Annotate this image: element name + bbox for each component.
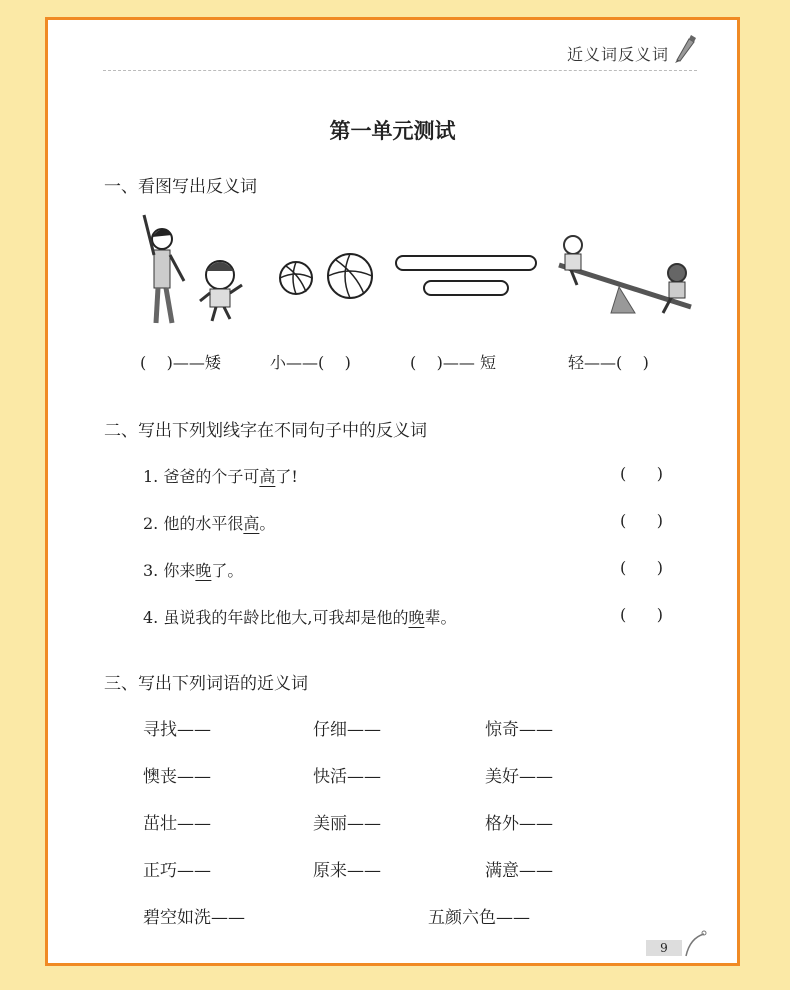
- seesaw-picture: [553, 235, 698, 320]
- page-number: 9: [646, 940, 682, 956]
- synonym-item: 仔细——: [313, 720, 381, 740]
- synonym-item: 五颜六色——: [428, 908, 530, 928]
- synonym-item: 懊丧——: [143, 767, 211, 787]
- synonym-item: 碧空如洗——: [143, 908, 245, 928]
- synonym-item: 原来——: [313, 861, 381, 881]
- answer-blank-3: ( ): [620, 558, 664, 577]
- synonym-item: 美丽——: [313, 814, 381, 834]
- page-header: [103, 32, 697, 71]
- long-and-short-bar-picture: [393, 253, 543, 303]
- header-title: 近义词反义词: [566, 45, 669, 64]
- worksheet-page: [45, 17, 740, 966]
- section-2-heading: 二、写出下列划线字在不同句子中的反义词: [104, 421, 427, 441]
- sentence-item-3: 3. 你来晚了。: [143, 561, 244, 580]
- section-1-blanks: [48, 350, 738, 374]
- swirl-icon: [682, 928, 708, 958]
- tall-man-short-boy-picture: [138, 205, 258, 325]
- small-and-big-ball-picture: [276, 250, 376, 305]
- answer-blank-4: ( ): [620, 605, 664, 624]
- picture-row: [48, 205, 738, 335]
- synonym-item: 惊奇——: [485, 720, 553, 740]
- sentence-item-1: 1. 爸爸的个子可高了!: [143, 467, 298, 486]
- sentence-item-2: 2. 他的水平很高。: [143, 514, 276, 533]
- blank-item-3: ( )—— 短: [410, 353, 496, 372]
- synonym-item: 美好——: [485, 767, 553, 787]
- synonym-item: 寻找——: [143, 720, 211, 740]
- synonym-item: 茁壮——: [143, 814, 211, 834]
- answer-blank-1: ( ): [620, 464, 664, 483]
- blank-item-4: 轻——( ): [568, 353, 649, 372]
- section-3-heading: 三、写出下列词语的近义词: [104, 674, 308, 694]
- page-title: 第一单元测试: [329, 118, 456, 143]
- answer-blank-2: ( ): [620, 511, 664, 530]
- synonym-item: 满意——: [485, 861, 553, 881]
- blank-item-1: ( )——矮: [140, 353, 221, 372]
- blank-item-2: 小——( ): [270, 353, 351, 372]
- sentence-item-4: 4. 虽说我的年龄比他大,可我却是他的晚辈。: [143, 608, 457, 627]
- section-1-heading: 一、看图写出反义词: [104, 177, 257, 197]
- pencil-icon: [671, 34, 697, 64]
- synonym-item: 快活——: [313, 767, 381, 787]
- synonym-item: 正巧——: [143, 861, 211, 881]
- synonym-item: 格外——: [485, 814, 553, 834]
